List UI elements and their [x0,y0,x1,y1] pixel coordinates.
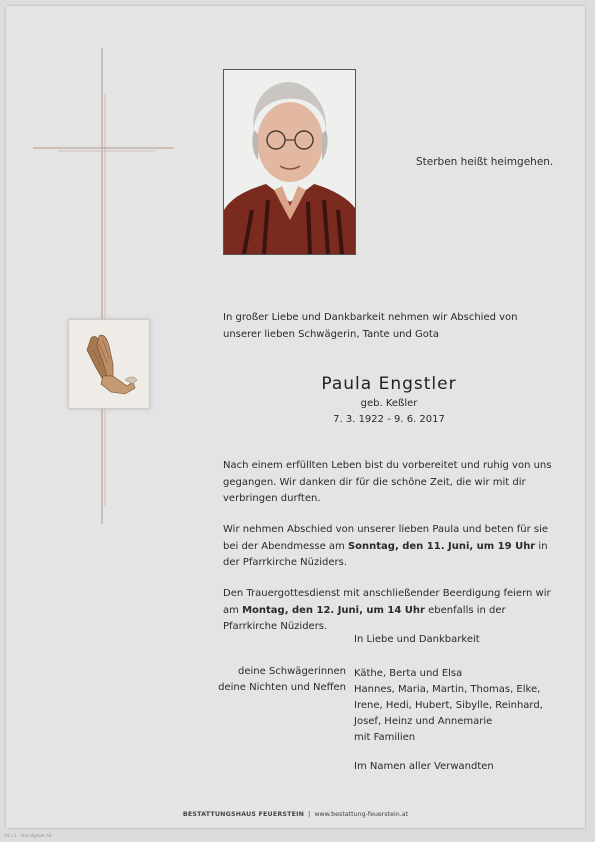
praying-hands-picture [68,319,150,409]
funeral-service-location: ebenfalls in der Pfarrkirche Nüziders. [223,604,506,632]
evening-mass-text: Wir nehmen Abschied von unserer lieben Paula und beten für sie bei der Abendmesse am [223,524,549,552]
mourner-line: Hannes, Maria, Martin, Thomas, Elke, [354,684,541,695]
mourner-line: Käthe, Berta und Elsa [354,668,463,679]
mourner-line: mit Familien [354,732,416,743]
mourner-label-sisters-in-law: deine Schwägerinnen [238,666,346,677]
funeral-home-website[interactable]: www.bestattung-feuerstein.at [314,811,409,818]
birth-name: geb. Keßler [360,398,418,409]
mourner-line: Josef, Heinz und Annemarie [354,716,493,727]
mourner-label-nieces-nephews: deine Nichten und Neffen [218,682,346,693]
evening-mass-datetime: Sonntag, den 11. Juni, um 19 Uhr [347,540,536,552]
motto-text: Sterben heißt heimgehen. [416,156,554,168]
footer-separator: | [308,811,311,818]
evening-mass-paragraph [223,522,558,572]
funeral-service-text: Den Trauergottesdienst mit anschließender Beerdigung feiern wir am [223,588,551,616]
closing-text: In Liebe und Dankbarkeit [354,634,480,645]
farewell-paragraph: Nach einem erfüllten Leben bist du vorbereitet und ruhig von uns gegangen. Wir danken dir für die schöne Zeit, die wir mit dir verbringen durften. [223,460,552,504]
praying-hands-icon [69,320,149,408]
cross-icon [6,6,206,566]
deceased-name: Paula Engstler [321,374,457,394]
mourner-line: Irene, Hedi, Hubert, Sibylle, Reinhard, [354,700,543,711]
mourner-list [354,666,554,746]
intro-text: In großer Liebe und Dankbarkeit nehmen wir Abschied von unserer lieben Schwägerin, Tante und Gota [223,312,518,340]
funeral-service-datetime: Montag, den 12. Juni, um 14 Uhr [242,604,425,616]
funeral-service-paragraph [223,586,558,636]
print-code: A4 s 1 - Abendgebet A4 [4,833,52,838]
life-dates: 7. 3. 1922 - 9. 6. 2017 [333,414,445,425]
obituary-card [6,6,585,828]
funeral-home-name: BESTATTUNGSHAUS FEUERSTEIN [182,811,305,818]
footer [6,811,585,818]
evening-mass-location: in der Pfarrkirche Nüziders. [223,540,548,568]
on-behalf-text: Im Namen aller Verwandten [354,761,494,772]
portrait-photo [223,69,356,255]
